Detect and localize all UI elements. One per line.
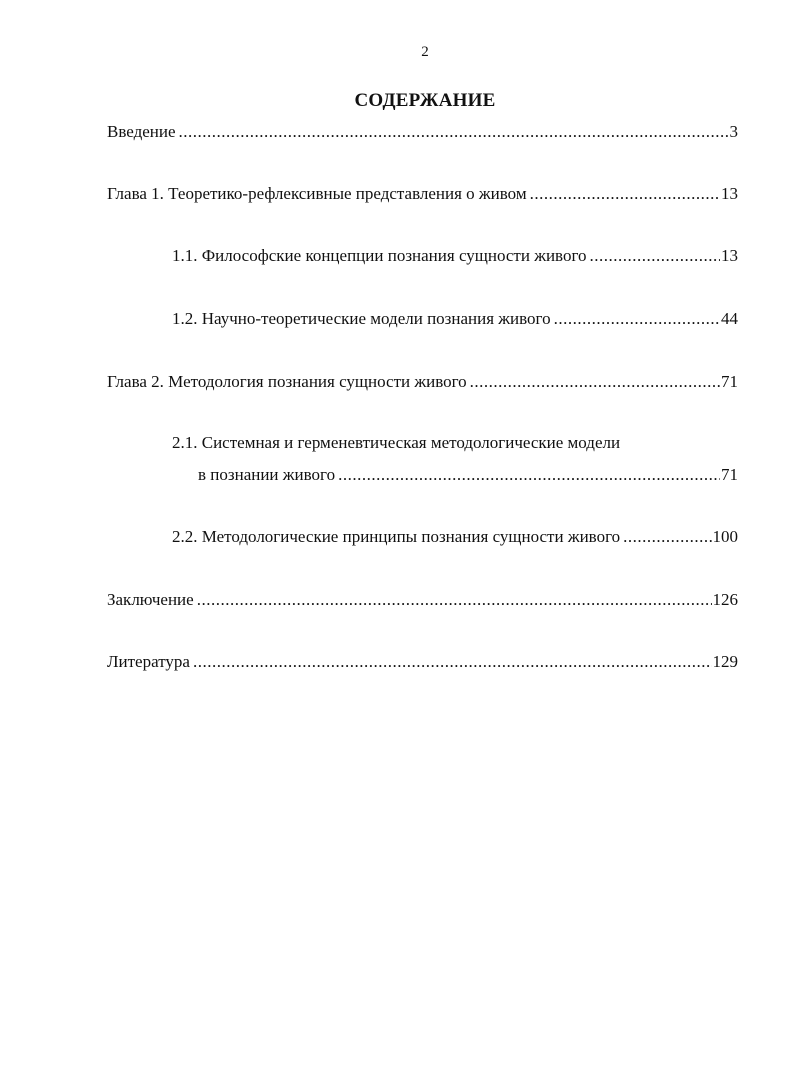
toc-entry-section-1-1[interactable] [172,246,738,266]
toc-entry-page: 71 [721,372,738,391]
toc-entry-page: 100 [712,527,738,546]
dot-leader [623,527,711,547]
toc-entry-literature[interactable] [107,652,738,672]
toc-entry-section-2-2[interactable] [172,527,738,547]
dot-leader [193,652,712,672]
toc-entry-label: Глава 1. Теоретико-рефлексивные представления о живом [107,184,527,203]
toc-entry-introduction[interactable] [107,122,738,142]
dot-leader [590,246,721,266]
toc-entry-page: 126 [712,590,738,609]
toc-entry-conclusion[interactable] [107,590,738,610]
toc-entry-label: Глава 2. Методология познания сущности живого [107,372,467,391]
table-of-contents-title: СОДЕРЖАНИЕ [354,90,496,111]
toc-entry-label: 2.2. Методологические принципы познания сущности живого [172,527,621,546]
toc-entry-page: 13 [721,246,738,265]
toc-entry-page: 44 [721,309,738,328]
toc-entry-label: Заключение [107,590,194,609]
toc-entry-page: 129 [712,652,738,671]
toc-entry-section-2-1-line1[interactable]: 2.1. Системная и герменевтическая методологические модели [172,433,621,452]
dot-leader [179,122,729,142]
dot-leader [197,590,712,610]
toc-entry-chapter-1[interactable] [107,184,738,204]
page-number: 2 [421,44,429,60]
toc-entry-label: 1.2. Научно-теоретические модели познания живого [172,309,551,328]
dot-leader [554,309,720,329]
toc-entry-label: в познании живого [198,465,336,484]
toc-entry-page: 3 [729,122,738,141]
toc-entry-section-1-2[interactable] [172,309,738,329]
toc-entry-chapter-2[interactable] [107,372,738,392]
toc-entry-label: 1.1. Философские концепции познания сущности живого [172,246,587,265]
dot-leader [338,465,720,485]
dot-leader [530,184,720,204]
toc-entry-label: Литература [107,652,190,671]
toc-entry-section-2-1[interactable] [198,465,738,485]
toc-entry-page: 71 [721,465,738,484]
toc-entry-page: 13 [721,184,738,203]
toc-entry-label: Введение [107,122,176,141]
dot-leader [470,372,720,392]
